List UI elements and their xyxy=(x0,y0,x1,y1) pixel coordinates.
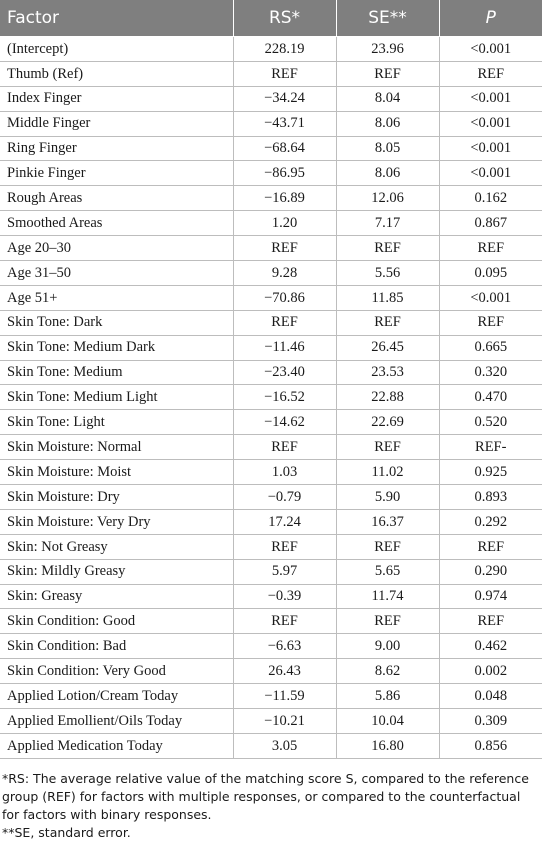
cell-rs: −6.63 xyxy=(233,634,336,659)
footnotes xyxy=(0,770,542,842)
cell-rs: −0.79 xyxy=(233,485,336,510)
cell-p: 0.292 xyxy=(439,509,542,534)
cell-se: 8.04 xyxy=(336,86,439,111)
cell-p: REF xyxy=(439,61,542,86)
cell-p: REF xyxy=(439,310,542,335)
cell-p: <0.001 xyxy=(439,111,542,136)
cell-rs: −86.95 xyxy=(233,161,336,186)
cell-se: REF xyxy=(336,435,439,460)
table-row xyxy=(0,684,542,709)
cell-rs: 228.19 xyxy=(233,37,336,62)
cell-factor: Skin Tone: Medium xyxy=(0,360,233,385)
cell-p: <0.001 xyxy=(439,285,542,310)
table-row xyxy=(0,86,542,111)
cell-se: 22.69 xyxy=(336,410,439,435)
cell-rs: 1.03 xyxy=(233,460,336,485)
cell-factor: Skin Moisture: Moist xyxy=(0,460,233,485)
cell-factor: Skin Tone: Light xyxy=(0,410,233,435)
cell-se: 11.85 xyxy=(336,285,439,310)
cell-se: 26.45 xyxy=(336,335,439,360)
table-row xyxy=(0,186,542,211)
header-row xyxy=(0,0,542,37)
table-row xyxy=(0,534,542,559)
cell-rs: REF xyxy=(233,236,336,261)
cell-p: REF xyxy=(439,609,542,634)
cell-p: <0.001 xyxy=(439,37,542,62)
cell-se: 11.02 xyxy=(336,460,439,485)
cell-factor: Age 31–50 xyxy=(0,261,233,286)
cell-rs: −11.46 xyxy=(233,335,336,360)
cell-p: 0.470 xyxy=(439,385,542,410)
cell-p: 0.095 xyxy=(439,261,542,286)
table-row xyxy=(0,485,542,510)
cell-se: 5.56 xyxy=(336,261,439,286)
cell-p: REF- xyxy=(439,435,542,460)
table-row xyxy=(0,111,542,136)
table-row xyxy=(0,584,542,609)
cell-se: 9.00 xyxy=(336,634,439,659)
cell-p: 0.925 xyxy=(439,460,542,485)
table-body xyxy=(0,37,542,759)
cell-rs: REF xyxy=(233,310,336,335)
table-header xyxy=(0,0,542,37)
cell-factor: Smoothed Areas xyxy=(0,211,233,236)
cell-rs: REF xyxy=(233,534,336,559)
cell-p: 0.893 xyxy=(439,485,542,510)
cell-factor: Age 20–30 xyxy=(0,236,233,261)
cell-rs: −23.40 xyxy=(233,360,336,385)
cell-rs: −10.21 xyxy=(233,709,336,734)
table-row xyxy=(0,310,542,335)
cell-rs: REF xyxy=(233,61,336,86)
footnote-rs: *RS: The average relative value of the matching score S, compared to the reference group (REF) for factors with multiple responses, or compared to the counterfactual for factors with binary responses. xyxy=(2,771,529,822)
cell-rs: −16.89 xyxy=(233,186,336,211)
cell-p: 0.290 xyxy=(439,559,542,584)
table-row xyxy=(0,335,542,360)
cell-se: 8.62 xyxy=(336,659,439,684)
table-row xyxy=(0,634,542,659)
cell-p: <0.001 xyxy=(439,161,542,186)
cell-factor: Skin: Not Greasy xyxy=(0,534,233,559)
cell-factor: Skin: Greasy xyxy=(0,584,233,609)
cell-factor: Applied Emollient/Oils Today xyxy=(0,709,233,734)
cell-factor: Age 51+ xyxy=(0,285,233,310)
cell-p: <0.001 xyxy=(439,136,542,161)
header-se: SE** xyxy=(336,0,439,37)
cell-factor: Skin Moisture: Very Dry xyxy=(0,509,233,534)
table-row xyxy=(0,609,542,634)
cell-rs: −11.59 xyxy=(233,684,336,709)
cell-se: 5.90 xyxy=(336,485,439,510)
table-row xyxy=(0,360,542,385)
cell-se: 8.06 xyxy=(336,161,439,186)
footnote-se: **SE, standard error. xyxy=(2,825,131,840)
cell-rs: −68.64 xyxy=(233,136,336,161)
cell-p: 0.048 xyxy=(439,684,542,709)
cell-p: REF xyxy=(439,236,542,261)
cell-p: REF xyxy=(439,534,542,559)
table-row xyxy=(0,136,542,161)
cell-factor: Ring Finger xyxy=(0,136,233,161)
cell-p: 0.867 xyxy=(439,211,542,236)
cell-se: REF xyxy=(336,534,439,559)
cell-p: 0.462 xyxy=(439,634,542,659)
table-row xyxy=(0,161,542,186)
header-p: P xyxy=(439,0,542,37)
table-row xyxy=(0,385,542,410)
cell-p: 0.320 xyxy=(439,360,542,385)
cell-se: 23.96 xyxy=(336,37,439,62)
cell-factor: Index Finger xyxy=(0,86,233,111)
cell-se: 11.74 xyxy=(336,584,439,609)
cell-se: REF xyxy=(336,61,439,86)
cell-factor: Skin Moisture: Normal xyxy=(0,435,233,460)
table-row xyxy=(0,285,542,310)
table-row xyxy=(0,435,542,460)
cell-rs: REF xyxy=(233,435,336,460)
cell-p: 0.974 xyxy=(439,584,542,609)
cell-p: 0.856 xyxy=(439,733,542,758)
table-row xyxy=(0,460,542,485)
cell-rs: 5.97 xyxy=(233,559,336,584)
table-row xyxy=(0,261,542,286)
cell-factor: Skin Condition: Very Good xyxy=(0,659,233,684)
cell-rs: 1.20 xyxy=(233,211,336,236)
cell-p: 0.162 xyxy=(439,186,542,211)
cell-se: 7.17 xyxy=(336,211,439,236)
cell-factor: Skin Moisture: Dry xyxy=(0,485,233,510)
cell-p: 0.520 xyxy=(439,410,542,435)
table-row xyxy=(0,61,542,86)
table-row xyxy=(0,211,542,236)
cell-rs: 3.05 xyxy=(233,733,336,758)
table-row xyxy=(0,410,542,435)
cell-factor: Skin Tone: Dark xyxy=(0,310,233,335)
cell-se: REF xyxy=(336,310,439,335)
cell-p: 0.309 xyxy=(439,709,542,734)
cell-rs: −14.62 xyxy=(233,410,336,435)
cell-factor: Skin: Mildly Greasy xyxy=(0,559,233,584)
cell-se: REF xyxy=(336,236,439,261)
cell-factor: (Intercept) xyxy=(0,37,233,62)
cell-factor: Rough Areas xyxy=(0,186,233,211)
cell-factor: Applied Lotion/Cream Today xyxy=(0,684,233,709)
cell-p: 0.002 xyxy=(439,659,542,684)
cell-se: 8.06 xyxy=(336,111,439,136)
cell-se: 5.65 xyxy=(336,559,439,584)
cell-factor: Skin Condition: Good xyxy=(0,609,233,634)
cell-p: <0.001 xyxy=(439,86,542,111)
cell-se: 8.05 xyxy=(336,136,439,161)
table-row xyxy=(0,509,542,534)
cell-se: 10.04 xyxy=(336,709,439,734)
cell-p: 0.665 xyxy=(439,335,542,360)
cell-rs: 9.28 xyxy=(233,261,336,286)
cell-factor: Pinkie Finger xyxy=(0,161,233,186)
cell-rs: −16.52 xyxy=(233,385,336,410)
cell-rs: −70.86 xyxy=(233,285,336,310)
cell-rs: 17.24 xyxy=(233,509,336,534)
cell-rs: REF xyxy=(233,609,336,634)
table-row xyxy=(0,659,542,684)
cell-se: 22.88 xyxy=(336,385,439,410)
cell-se: 12.06 xyxy=(336,186,439,211)
cell-factor: Thumb (Ref) xyxy=(0,61,233,86)
cell-se: 16.80 xyxy=(336,733,439,758)
cell-factor: Middle Finger xyxy=(0,111,233,136)
table-row xyxy=(0,236,542,261)
cell-factor: Skin Tone: Medium Dark xyxy=(0,335,233,360)
table-row xyxy=(0,559,542,584)
header-factor: Factor xyxy=(0,0,233,37)
cell-rs: 26.43 xyxy=(233,659,336,684)
cell-factor: Applied Medication Today xyxy=(0,733,233,758)
cell-rs: −0.39 xyxy=(233,584,336,609)
cell-rs: −43.71 xyxy=(233,111,336,136)
cell-se: 23.53 xyxy=(336,360,439,385)
cell-factor: Skin Tone: Medium Light xyxy=(0,385,233,410)
table-row xyxy=(0,37,542,62)
table-row xyxy=(0,709,542,734)
cell-se: REF xyxy=(336,609,439,634)
cell-se: 5.86 xyxy=(336,684,439,709)
cell-factor: Skin Condition: Bad xyxy=(0,634,233,659)
cell-rs: −34.24 xyxy=(233,86,336,111)
cell-se: 16.37 xyxy=(336,509,439,534)
table-row xyxy=(0,733,542,758)
header-rs: RS* xyxy=(233,0,336,37)
